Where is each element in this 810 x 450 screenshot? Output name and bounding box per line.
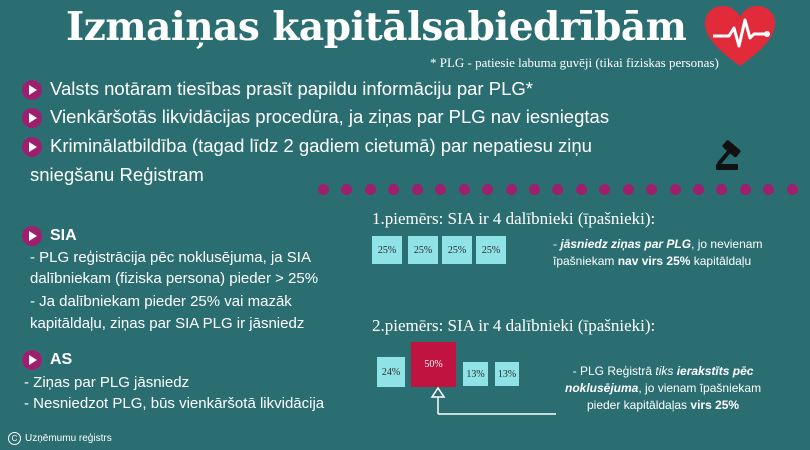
copyright-icon: C [8, 432, 21, 445]
bullet-text: Kriminālatbildība (tagad līdz 2 gadiem cietumā) par nepatiesu ziņu [50, 135, 592, 156]
share-box: 24% [377, 357, 405, 387]
share-box: 25% [476, 236, 506, 264]
play-bullet-icon [22, 137, 42, 157]
share-box: 13% [463, 362, 488, 386]
bullet-text: Valsts notāram tiesības prasīt papildu informāciju par PLG* [50, 78, 533, 99]
play-bullet-icon [22, 80, 42, 100]
bullet-item [22, 106, 609, 128]
sia-line: kapitāldaļu, ziņas par SIA PLG ir jāsniedz [30, 315, 305, 332]
share-box: 25% [372, 236, 402, 264]
as-heading [22, 350, 72, 370]
as-line: - Nesniedzot PLG, būs vienkāršotā likvidācija [24, 395, 325, 412]
example1-title: 1.piemērs: SIA ir 4 dalībnieki (īpašnieki): [372, 209, 656, 228]
play-bullet-icon [22, 350, 42, 370]
as-line: - Ziņas par PLG jāsniedz [24, 374, 190, 391]
play-bullet-icon [22, 226, 42, 246]
dot-divider [318, 184, 798, 196]
share-box: 13% [495, 362, 519, 386]
arrow-connector [428, 386, 558, 418]
sia-heading [22, 226, 77, 246]
footnote: * PLG - patiesie labuma guvēji (tikai fiziskas personas) [430, 55, 719, 70]
share-box-highlight: 50% [411, 342, 456, 387]
page-title: Izmaiņas kapitālsabiedrībām [66, 4, 687, 50]
sia-line: - PLG reģistrācija pēc noklusējuma, ja SIA [30, 249, 311, 266]
bullet-item [22, 135, 592, 157]
bullet-item [22, 78, 533, 100]
sia-line: - Ja dalībniekam pieder 25% vai mazāk [30, 293, 292, 310]
share-box: 25% [442, 236, 472, 264]
example2-note: - PLG Reģistrā tiks ierakstīts pēc noklusējuma, jo vienam īpašniekam pieder kapitāldaļas virs 25% [565, 364, 762, 412]
gavel-icon [712, 136, 752, 172]
example2-title: 2.piemērs: SIA ir 4 dalībnieki (īpašnieki): [372, 316, 656, 335]
share-box: 25% [408, 236, 438, 264]
sia-heading-label: SIA [50, 227, 77, 244]
bullet-text: Vienkāršotās likvidācijas procedūra, ja ziņas par PLG nav iesniegtas [50, 106, 610, 127]
copyright-text: Uzņēmumu reģistrs [25, 433, 112, 444]
sia-line: dalībniekam (fiziska persona) pieder > 25% [30, 270, 319, 287]
as-heading-label: AS [50, 351, 73, 368]
copyright [8, 432, 112, 445]
example1-note: - jāsniedz ziņas par PLG, jo nevienam īpašniekam nav virs 25% kapitāldaļu [553, 237, 763, 268]
bullet-continuation: sniegšanu Reģistram [30, 164, 204, 185]
play-bullet-icon [22, 108, 42, 128]
